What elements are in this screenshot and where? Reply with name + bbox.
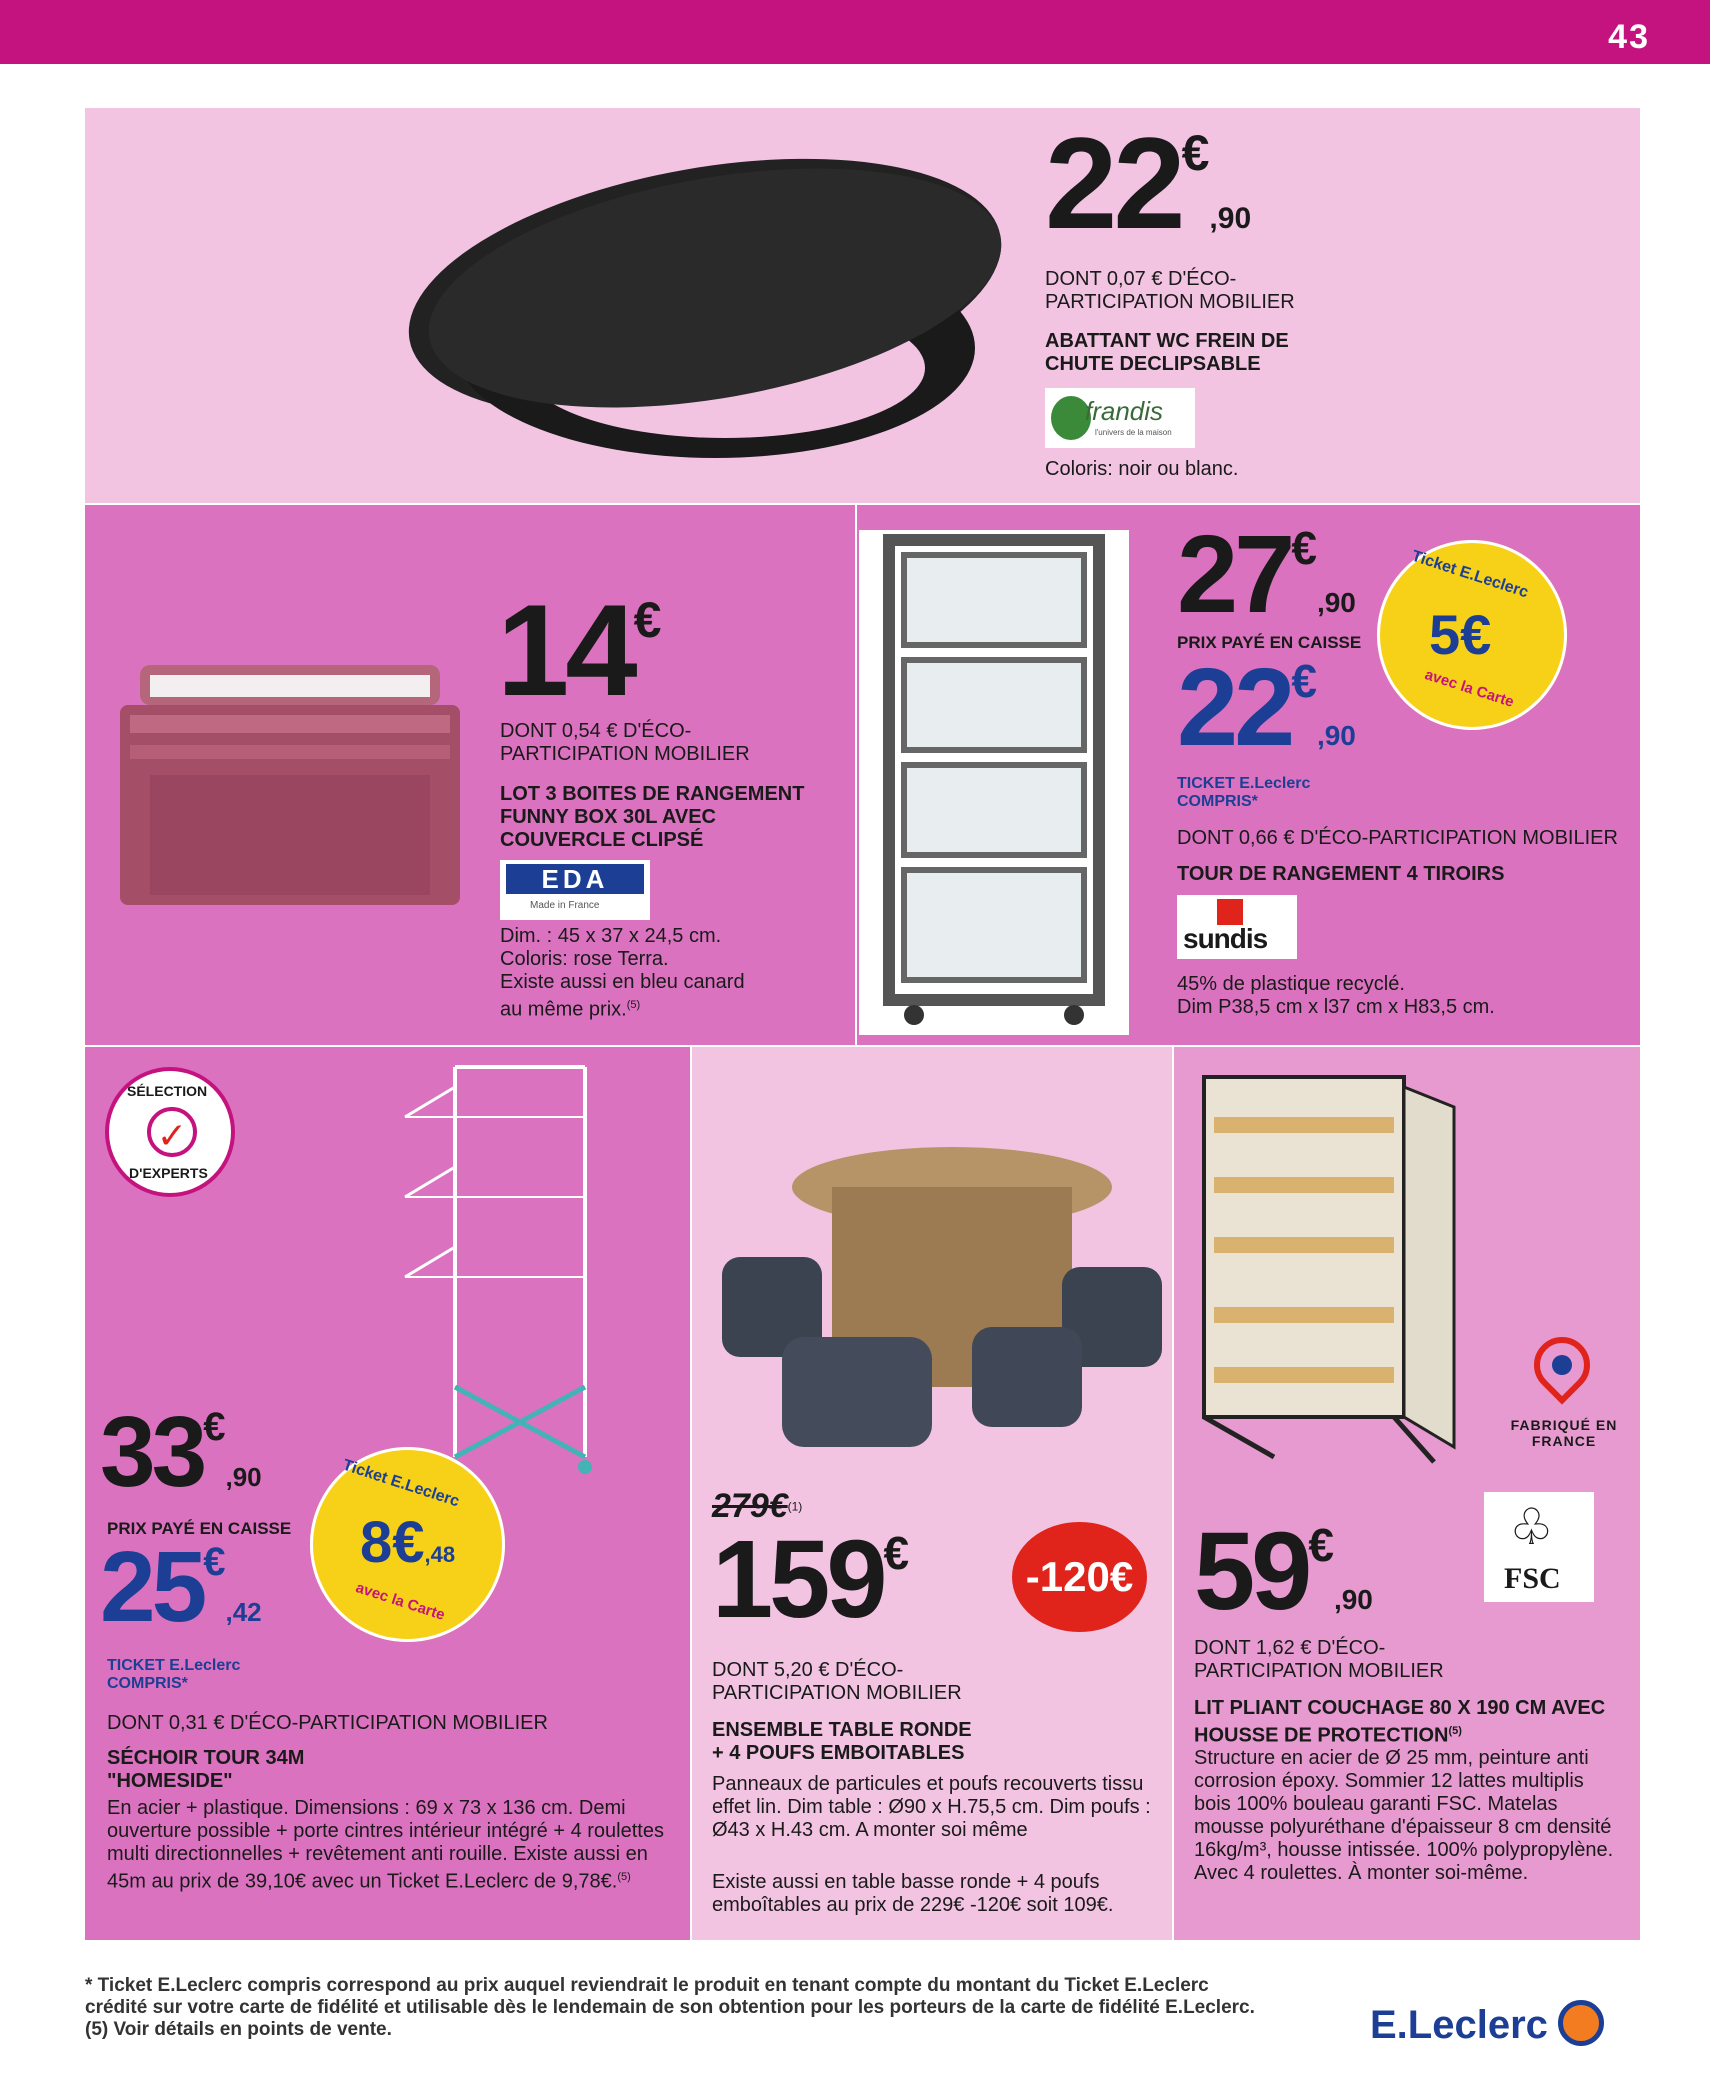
folding-bed-image (1194, 1067, 1474, 1467)
eda-logo (500, 860, 650, 920)
bed-price-cents: ,90 (1333, 1584, 1373, 1615)
dryer-price-currency: € (203, 1405, 226, 1449)
dryer-title-line2: "HOMESIDE" (107, 1770, 233, 1792)
boxes-title: LOT 3 BOITES DE RANGEMENT FUNNY BOX 30L AVEC COUVERCLE CLIPSÉ (500, 783, 805, 851)
made-in-france-text: FABRIQUÉ EN FRANCE (1510, 1417, 1618, 1449)
boxes-desc (500, 925, 830, 1022)
dryer-net-integer: 25 (100, 1531, 204, 1643)
tower-title: TOUR DE RANGEMENT 4 TIROIRS (1177, 863, 1505, 885)
frandis-tagline: l'univers de la maison (1095, 428, 1172, 437)
selection-experts-bottom: D'EXPERTS (129, 1165, 208, 1181)
tower-net-currency: € (1291, 655, 1317, 707)
drying-rack-image (395, 1057, 625, 1487)
dryer-desc (107, 1797, 677, 1894)
wc-title: ABATTANT WC FREIN DE CHUTE DECLIPSABLE (1045, 330, 1289, 375)
bed-price-integer: 59 (1194, 1510, 1309, 1633)
selection-experts-top: SÉLECTION (127, 1083, 208, 1099)
tower-ticket-bottom: avec la Carte (1422, 666, 1516, 711)
dryer-net-currency: € (203, 1540, 226, 1584)
dryer-ticket-cents: ,48 (424, 1542, 456, 1567)
table-desc: Panneaux de particules et poufs recouverts tissu effet lin. Dim table : Ø90 x H.75,5 cm. Dim poufs : Ø43 x H.43 cm. A monter soi même (712, 1773, 1151, 1841)
dryer-ticket-bottom: avec la Carte (353, 1579, 447, 1624)
dryer-ticket-compris: TICKET E.Leclerc COMPRIS* (107, 1657, 241, 1692)
panel-round-table (692, 1047, 1172, 1940)
dryer-desc-text: En acier + plastique. Dimensions : 69 x 73 x 136 cm. Demi ouverture possible + porte cintres intérieur intégré + 4 roulettes multi directionnelles + revêtement anti rouille. Existe aussi en 45m au prix de 39,10€ avec un Ticket E.Leclerc de 9,78€. (107, 1797, 664, 1893)
sundis-brand: sundis (1183, 923, 1268, 954)
dryer-paid-label: PRIX PAYÉ EN CAISSE (107, 1519, 292, 1538)
boxes-price-currency: € (633, 592, 662, 648)
bed-eco: DONT 1,62 € D'ÉCO-PARTICIPATION MOBILIER (1194, 1637, 1444, 1682)
table-price-currency: € (883, 1527, 910, 1579)
boxes-footnote: (5) (626, 999, 641, 1011)
sundis-logo (1177, 895, 1297, 959)
leclerc-brand: E.Leclerc (1370, 2003, 1548, 2047)
dryer-ticket-badge (310, 1447, 505, 1642)
tower-net-integer: 22 (1177, 646, 1292, 769)
boxes-desc-dimensions: Dim. : 45 x 37 x 24,5 cm. (500, 925, 722, 947)
dryer-price-integer: 33 (100, 1396, 204, 1508)
dryer-ticket-value (360, 1509, 455, 1576)
tower-desc (1177, 973, 1627, 1019)
bed-price-currency: € (1308, 1519, 1334, 1571)
frandis-logo (1045, 388, 1195, 448)
bed-title (1194, 1697, 1614, 1748)
tower-ticket-badge (1377, 540, 1567, 730)
storage-boxes-image (100, 655, 480, 935)
frandis-brand: frandis (1085, 396, 1164, 426)
selection-experts-badge (105, 1067, 235, 1197)
tower-desc-recycled: 45% de plastique recyclé. (1177, 973, 1405, 995)
boxes-desc-same-price (500, 994, 830, 1022)
dryer-title (107, 1747, 304, 1793)
tree-check-icon: ♧ (1509, 1499, 1554, 1555)
table-old-price: 279€ (712, 1487, 788, 1525)
tower-ticket-top: Ticket E.Leclerc (1409, 547, 1531, 602)
bed-footnote: (5) (1448, 1725, 1462, 1737)
table-poufs-image (702, 1117, 1162, 1447)
tower-desc-dimensions: Dim P38,5 cm x l37 cm x H83,5 cm. (1177, 996, 1495, 1018)
leclerc-logo (1370, 2000, 1640, 2060)
table-title: ENSEMBLE TABLE RONDE + 4 POUFS EMBOITABLES (712, 1719, 972, 1764)
top-bar (0, 0, 1710, 64)
wc-desc: Coloris: noir ou blanc. (1045, 458, 1239, 480)
checkmark-icon: ✓ (147, 1107, 197, 1157)
made-in-france-logo (1504, 1337, 1624, 1457)
toilet-seat-image (385, 118, 1025, 488)
fsc-text: FSC (1504, 1562, 1561, 1595)
dryer-ticket-top: Ticket E.Leclerc (340, 1456, 462, 1511)
panel-wc-seat (85, 108, 1640, 503)
tower-ticket-compris: TICKET E.Leclerc COMPRIS* (1177, 775, 1311, 810)
sundis-logo-mark (1217, 899, 1243, 925)
dryer-net-cents: ,42 (225, 1597, 262, 1627)
tower-eco: DONT 0,66 € D'ÉCO-PARTICIPATION MOBILIER (1177, 827, 1618, 849)
tower-price-currency: € (1291, 522, 1317, 574)
panel-folding-bed (1174, 1047, 1640, 1940)
eda-brand: EDA (506, 864, 644, 894)
tower-net-cents: ,90 (1316, 720, 1356, 751)
tower-ticket-value: 5€ (1429, 603, 1492, 666)
table-old-price-note: (1) (787, 1499, 803, 1514)
page-number: 43 (1608, 18, 1650, 56)
boxes-desc-color: Coloris: rose Terra. (500, 948, 669, 970)
boxes-desc-other-color: Existe aussi en bleu canard (500, 971, 745, 993)
dryer-price-cents: ,90 (225, 1462, 262, 1492)
bed-desc: Structure en acier de Ø 25 mm, peinture anti corrosion époxy. Sommier 12 lattes multiplis bois 100% bouleau garanti FSC. Matelas mousse polyuréthane d'épaisseur 8 cm densité 16kg/m³, housse intissée. 100% polypropylène. Avec 4 roulettes. À monter soi-même. (1194, 1747, 1614, 1884)
wc-price-currency: € (1181, 125, 1210, 181)
table-eco: DONT 5,20 € D'ÉCO-PARTICIPATION MOBILIER (712, 1659, 962, 1704)
discount-value: -120€ (1025, 1553, 1134, 1600)
bed-title-text: LIT PLIANT COUCHAGE 80 X 190 CM AVEC HOUSSE DE PROTECTION (1194, 1697, 1606, 1747)
wc-eco: DONT 0,07 € D'ÉCO-PARTICIPATION MOBILIER (1045, 268, 1295, 313)
table-price-integer: 159 (712, 1518, 884, 1641)
wc-price-cents: ,90 (1209, 202, 1252, 235)
panel-storage-boxes (85, 505, 855, 1045)
boxes-desc-same-price-text: au même prix. (500, 998, 627, 1021)
fsc-logo (1484, 1492, 1594, 1602)
dryer-title-line1: SÉCHOIR TOUR 34M (107, 1747, 305, 1769)
boxes-price-integer: 14 (497, 577, 634, 723)
panel-storage-tower (857, 505, 1640, 1045)
dryer-ticket-amount: 8€ (360, 1510, 425, 1575)
dryer-footnote: (5) (617, 1871, 631, 1883)
dryer-eco: DONT 0,31 € D'ÉCO-PARTICIPATION MOBILIER (107, 1712, 548, 1734)
leclerc-l-icon (1558, 2000, 1604, 2046)
made-in-france-dot (1552, 1355, 1572, 1375)
tower-paid-label: PRIX PAYÉ EN CAISSE (1177, 633, 1362, 652)
table-desc-alt: Existe aussi en table basse ronde + 4 poufs emboîtables au prix de 229€ -120€ soit 109€. (712, 1871, 1114, 1916)
tower-price-integer: 27 (1177, 513, 1292, 636)
tower-price-cents: ,90 (1316, 587, 1356, 618)
panel-drying-rack (85, 1047, 690, 1940)
boxes-eco: DONT 0,54 € D'ÉCO-PARTICIPATION MOBILIER (500, 720, 750, 765)
footer-note: * Ticket E.Leclerc compris correspond au prix auquel reviendrait le produit en tenant compte du montant du Ticket E.Leclerc crédité sur votre carte de fidélité et utilisable dès le lendemain de son obtention pour les porteurs de la carte de fidélité E.Leclerc. (5) Voir détails en points de vente. (85, 1975, 1255, 2040)
storage-tower-image (859, 530, 1129, 1035)
discount-badge (1012, 1522, 1147, 1632)
eda-made-in: Made in France (530, 900, 600, 911)
wc-price-integer: 22 (1045, 110, 1182, 256)
